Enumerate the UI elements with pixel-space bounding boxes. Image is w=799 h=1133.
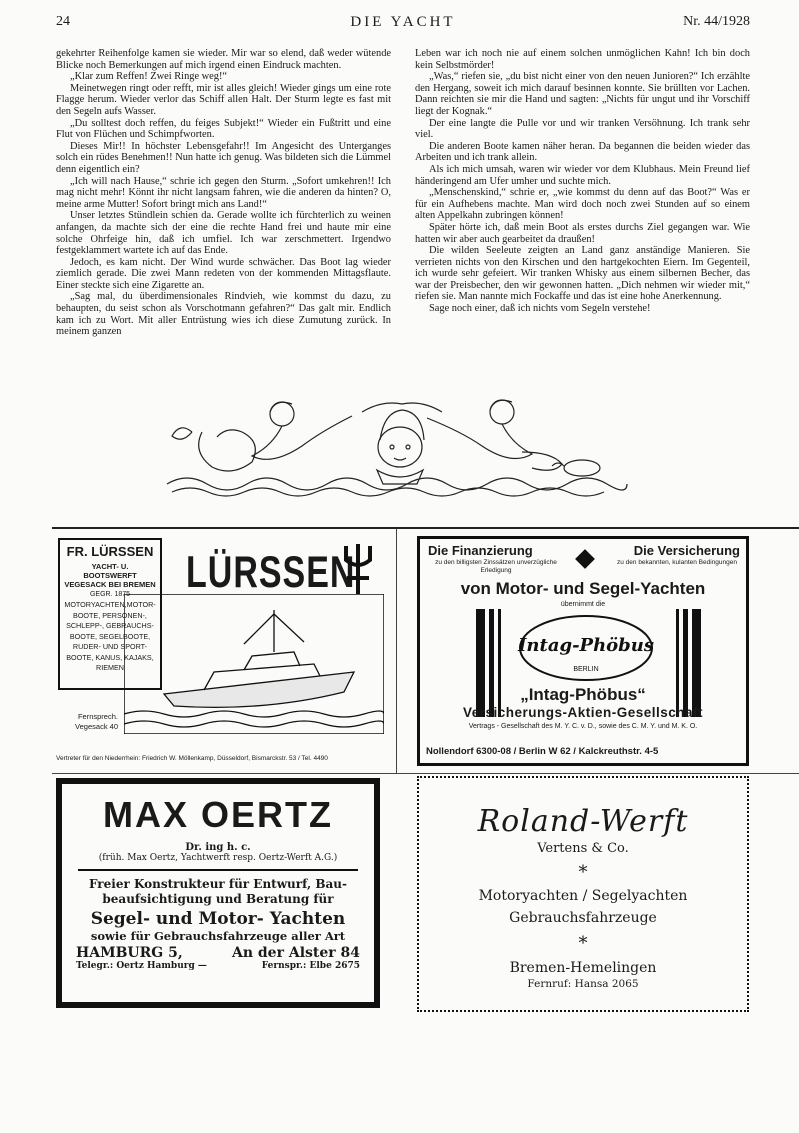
luerssen-box-subtitle: YACHT- U. BOOTSWERFT VEGESACK BEI BREMEN xyxy=(64,562,156,589)
paragraph: Der eine langte die Pulle vor und wir tranken Versöhnung. Ich trank sehr viel. xyxy=(415,117,750,141)
oertz-rule xyxy=(78,869,358,871)
intag-logo-city: BERLIN xyxy=(573,666,599,673)
issue-number: Nr. 44/1928 xyxy=(683,14,750,29)
paragraph: Unser letztes Stündlein schien da. Gerade wollte ich fürchterlich zu weinen anfangen, da machte sich der eine die rechte Hand frei und haute mir eine solche Ohrfeige hin, daß ich umfiel. Ich war zerschmettert. Irgendwo festgeklammert wartete ich auf das Ende. xyxy=(56,210,391,257)
oertz-degree: Dr. ing h. c. xyxy=(185,842,251,853)
intag-financing-sub: zu den billigsten Zinssätzen unverzügliche Erledigung xyxy=(435,559,557,574)
roland-types-2: Gebrauchsfahrzeuge xyxy=(509,910,657,926)
roland-owner: Vertens & Co. xyxy=(537,841,629,856)
luerssen-products: MOTORYACHTEN,MOTOR-BOOTE, PERSONEN-, SCHLEPP-, GEBRAUCHS-BOOTE, SEGELBOOTE, RUDER- UND SPORT-BOOTE, KANUS, KAJAKS, RIEMEN xyxy=(64,600,156,672)
oertz-yachts: Segel- und Motor- Yachten xyxy=(90,909,346,929)
paragraph: Die wilden Seeleute zeigten an Land ganz anständige Manieren. Sie verrieten nichts von den Kirschen und den hartgekochten Eiern. Im Gegenteil, ich wurde sehr gefeiert. Wir tranken Whisky aus einem silbernen Becher, das war der Preisbecher, den wir gewonnen hatten. „Dich nehmen wir wieder mit,“ riefen sie. Man nannte mich Fockaffe und das ist eine hohe Anerkennung. xyxy=(415,245,750,303)
paragraph: Jedoch, es kam nicht. Der Wind wurde schwächer. Das Boot lag wieder ziemlich gerade. Die zwei Mann redeten von der kommenden Mittagsflaute. Einer steckte sich eine Zigarette an. xyxy=(56,256,391,291)
paragraph: gekehrter Reihenfolge kamen sie wieder. Mir war so elend, daß weder wütende Blicke noch Bemerkungen auf mich irgend einen Eindruck machten. xyxy=(56,48,391,71)
oertz-former: (früh. Max Oertz, Yachtwerft resp. Oertz-Werft A.G.) xyxy=(98,853,338,863)
paragraph: Dieses Mir!! In höchster Lebensgefahr!! Im Angesicht des Unterganges solch ein rüdes Benehmen!! Nun hatte ich genug. Was bildeten sich die Lümmel denn eigentlich ein? xyxy=(56,140,391,175)
paragraph: Sage noch einer, daß ich nichts vom Segeln verstehe! xyxy=(429,303,651,315)
max-oertz-advertisement xyxy=(56,778,380,1008)
horizontal-rule xyxy=(52,527,799,529)
paragraph: Die anderen Boote kamen näher heran. Da begannen die beiden wieder das Arbeiten und ich trank allein. xyxy=(415,140,750,164)
paragraph: „Was,“ riefen sie, „du bist nicht einer von den neuen Junioren?“ Ich erzählte den Hergang, soweit ich mich darauf besinnen konnte. Sie brüllten vor Lachen. Dann reichten sie mir die Hand und sagten: „Nichts für ungut und ihr Vorschiff liegt der Kognak.“ xyxy=(415,71,750,117)
diamond-icon xyxy=(575,549,595,569)
intag-takes-over: übernimmt die xyxy=(560,601,606,608)
horizontal-rule-lower xyxy=(52,773,799,774)
intag-company-type: Versicherungs-Aktien-Gesellschaft xyxy=(462,705,704,720)
intag-financing-heading: Die Finanzierung xyxy=(428,543,533,558)
left-text-column xyxy=(56,48,391,338)
page-number: 24 xyxy=(56,14,70,29)
oertz-name: MAX OERTZ xyxy=(103,794,333,835)
intag-logo-text: Intag-Phöbus xyxy=(518,635,654,656)
paragraph: „Klar zum Reffen! Zwei Ringe weg!“ xyxy=(70,71,228,83)
paragraph: „Sag mal, du überdimensionales Rindvieh, wie kommst du dazu, zu behaupten, du seist schon als Vorschotmann gefahren?“ Das galt mir. Endlich kam ich zu Wort. Mit aller Entrüstung wies ich diese Zumutung zurück. In meinem ganzen xyxy=(56,291,391,338)
roland-phone: Fernruf: Hansa 2065 xyxy=(527,978,639,990)
star-icon-2: * xyxy=(578,933,588,954)
paragraph: „Du solltest doch reffen, du feiges Subjekt!“ Wieder ein Fußtritt und eine Flut von Flüchen und Schimpfworten. xyxy=(56,117,391,141)
motor-yacht-drawing xyxy=(124,594,384,734)
intag-insurance-heading: Die Versicherung xyxy=(633,543,740,558)
luerssen-brand: LÜRSSEN xyxy=(186,548,356,598)
oertz-phone: Fernspr.: Elbe 2675 xyxy=(261,961,360,971)
roland-types-1: Motoryachten / Segelyachten xyxy=(478,888,688,904)
luerssen-phone-label: Fernsprech. xyxy=(77,712,118,721)
oertz-services-1: Freier Konstrukteur für Entwurf, Bau- xyxy=(89,877,347,891)
intag-address: Nollendorf 6300-08 / Berlin W 62 / Kalckreuthstr. 4-5 xyxy=(426,746,659,757)
intag-main-line: von Motor- und Segel-Yachten xyxy=(460,579,706,598)
vertical-rule xyxy=(396,529,397,774)
luerssen-agent: Vertreter für den Niederrhein: Friedrich W. Möllenkamp, Düsseldorf, Bismarckstr. 53 / Tel. 4490 xyxy=(56,755,328,762)
mermaid-illustration xyxy=(162,392,632,502)
intag-phoebus-advertisement xyxy=(417,536,749,766)
luerssen-phone-number: Vegesack 40 xyxy=(75,722,118,731)
luerssen-advertisement xyxy=(56,534,386,770)
oertz-services-2: beaufsichtigung und Beratung für xyxy=(102,892,334,906)
luerssen-phone xyxy=(58,712,118,732)
star-icon: * xyxy=(578,862,588,883)
intag-insurance-sub: zu den bekannten, kulanten Bedingungen xyxy=(617,559,737,566)
roland-name: Roland-Werft xyxy=(477,804,689,839)
oertz-street: An der Alster 84 xyxy=(231,945,360,961)
magazine-title: DIE YACHT xyxy=(350,14,456,30)
intag-company-name: „Intag-Phöbus“ xyxy=(520,685,646,704)
paragraph: Als ich mich umsah, waren wir wieder vor dem Klubhaus. Mein Freund lief händeringend am Ufer umher und suchte mich. xyxy=(415,163,750,187)
roland-werft-advertisement xyxy=(417,776,749,1012)
trident-icon xyxy=(341,540,375,596)
oertz-utility: sowie für Gebrauchsfahrzeuge aller Art xyxy=(90,929,346,943)
page-header xyxy=(56,14,750,36)
intag-contract: Vertrags - Gesellschaft des M. Y. C. v. D., sowie des C. M. Y. und M. K. O. xyxy=(468,723,698,730)
roland-place: Bremen-Hemelingen xyxy=(509,960,657,976)
luerssen-box-title: FR. LÜRSSEN xyxy=(66,544,154,559)
paragraph: „Menschenskind,“ schrie er, „wie kommst du denn auf das Boot?“ Was er für ein Aufhebens machte. Man wird doch noch zwei Stunden auf so einem alten Appelkahn zubringen können! xyxy=(415,187,750,222)
oertz-address xyxy=(62,945,374,961)
intag-logo xyxy=(516,613,656,683)
oertz-telegraph: Telegr.: Oertz Hamburg — xyxy=(76,961,207,971)
paragraph: Später hörte ich, daß mein Boot als erstes durchs Ziel gegangen war. Wie hatten wir aber auch gearbeitet da draußen! xyxy=(415,221,750,245)
paragraph: Leben war ich noch nie auf einem solchen unmöglichen Kahn! Ich bin doch kein Selbstmörder! xyxy=(415,48,750,71)
oertz-city: HAMBURG 5, xyxy=(76,945,183,961)
paragraph: Meinetwegen ringt oder refft, mir ist alles gleich! Wieder gings um eine rote Flagge herum. Wieder verlor das Schiff allen Halt. Der Sturm legte es fast mit den Segeln aufs Wasser. xyxy=(56,82,391,117)
right-text-column xyxy=(415,48,750,315)
oertz-contact xyxy=(62,961,374,971)
paragraph: „Ich will nach Hause,“ schrie ich gegen den Sturm. „Sofort umkehren!! Ich mag nicht mehr! Könnt ihr nicht langsam fahren, wie die anderen da hinten? O, meine arme Mutter! Sofort bringt mich ans Land!“ xyxy=(56,175,391,210)
luerssen-founded: GEGR. 1875 xyxy=(89,591,131,598)
